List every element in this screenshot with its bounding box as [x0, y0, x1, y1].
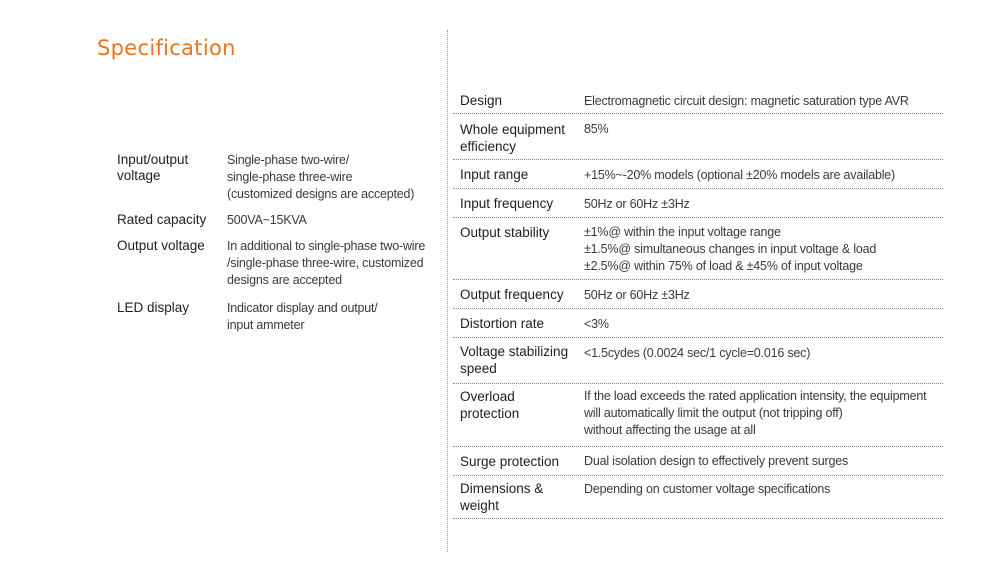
- column-divider: [447, 30, 448, 552]
- table-value-line: +15%~-20% models (optional ±20% models are available): [584, 168, 896, 182]
- table-row-value: [584, 167, 949, 184]
- table-row: [453, 189, 943, 218]
- table-row-label: Output stability: [460, 225, 550, 240]
- table-value-line: without affecting the usage at all: [584, 423, 756, 437]
- table-value-line: If the load exceeds the rated application intensity, the equipment: [584, 389, 927, 403]
- table-row-label: Distortion rate: [460, 316, 545, 331]
- spec-label: LED display: [117, 300, 190, 315]
- table-value-line: Electromagnetic circuit design: magnetic saturation type AVR: [584, 94, 909, 108]
- table-row-label: Dimensions & weight: [460, 481, 544, 513]
- spec-value-line: /single-phase three-wire, customized: [227, 256, 424, 270]
- table-row: [453, 160, 943, 189]
- table-row-value: [584, 316, 949, 333]
- spec-value-line: Single-phase two-wire/: [227, 153, 350, 167]
- spec-value-line: 500VA~15KVA: [227, 213, 307, 227]
- table-value-line: 85%: [584, 122, 609, 136]
- table-value-line: will automatically limit the output (not tripping off): [584, 406, 843, 420]
- table-value-line: <1.5cydes (0.0024 sec/1 cycle=0.016 sec): [584, 346, 811, 360]
- spec-value-line: input ammeter: [227, 318, 305, 332]
- spec-value: [227, 152, 442, 203]
- table-row-label: Output frequency: [460, 287, 564, 302]
- table-value-line: <3%: [584, 317, 609, 331]
- spec-value: [227, 238, 442, 289]
- table-row-value: [584, 453, 949, 470]
- table-row-value: [584, 345, 949, 362]
- spec-value: [227, 300, 442, 334]
- table-row-label: Overload protection: [460, 389, 520, 421]
- spec-label: Output voltage: [117, 238, 205, 253]
- table-row: [453, 280, 943, 309]
- table-row-value: [584, 93, 949, 110]
- table-row-label: Input range: [460, 167, 529, 182]
- table-value-line: 50Hz or 60Hz ±3Hz: [584, 288, 690, 302]
- table-row: [453, 218, 943, 280]
- table-row: [453, 114, 943, 160]
- table-value-line: Dual isolation design to effectively prevent surges: [584, 454, 849, 468]
- spec-value-line: (customized designs are accepted): [227, 187, 415, 201]
- table-value-line: ±2.5%@ within 75% of load & ±45% of input voltage: [584, 259, 863, 273]
- table-row-label: Surge protection: [460, 454, 560, 469]
- table-value-line: Depending on customer voltage specifications: [584, 482, 831, 496]
- page-title: Specification: [97, 36, 236, 60]
- spec-value: [227, 212, 442, 229]
- table-row: [453, 338, 943, 384]
- table-row-label: Design: [460, 93, 503, 108]
- table-row-value: [584, 481, 949, 498]
- table-value-line: ±1%@ within the input voltage range: [584, 225, 781, 239]
- table-row-value: [584, 287, 949, 304]
- table-row: [453, 447, 943, 476]
- table-row-label: Input frequency: [460, 196, 554, 211]
- table-value-line: 50Hz or 60Hz ±3Hz: [584, 197, 690, 211]
- table-row-value: [584, 121, 949, 138]
- table-row-value: [584, 224, 949, 275]
- table-value-line: ±1.5%@ simultaneous changes in input voltage & load: [584, 242, 877, 256]
- table-row-label: Whole equipment efficiency: [460, 122, 566, 154]
- table-row: [453, 86, 943, 114]
- spec-value-line: Indicator display and output/: [227, 301, 378, 315]
- spec-value-line: designs are accepted: [227, 273, 342, 287]
- spec-label: Input/output voltage: [117, 152, 189, 183]
- table-row-value: [584, 388, 949, 439]
- table-row: [453, 476, 943, 519]
- spec-value-line: single-phase three-wire: [227, 170, 353, 184]
- table-row: [453, 309, 943, 338]
- spec-value-line: In additional to single-phase two-wire: [227, 239, 426, 253]
- table-row-label: Voltage stabilizing speed: [460, 344, 569, 376]
- spec-label: Rated capacity: [117, 212, 207, 227]
- table-row: [453, 384, 943, 447]
- table-row-value: [584, 196, 949, 213]
